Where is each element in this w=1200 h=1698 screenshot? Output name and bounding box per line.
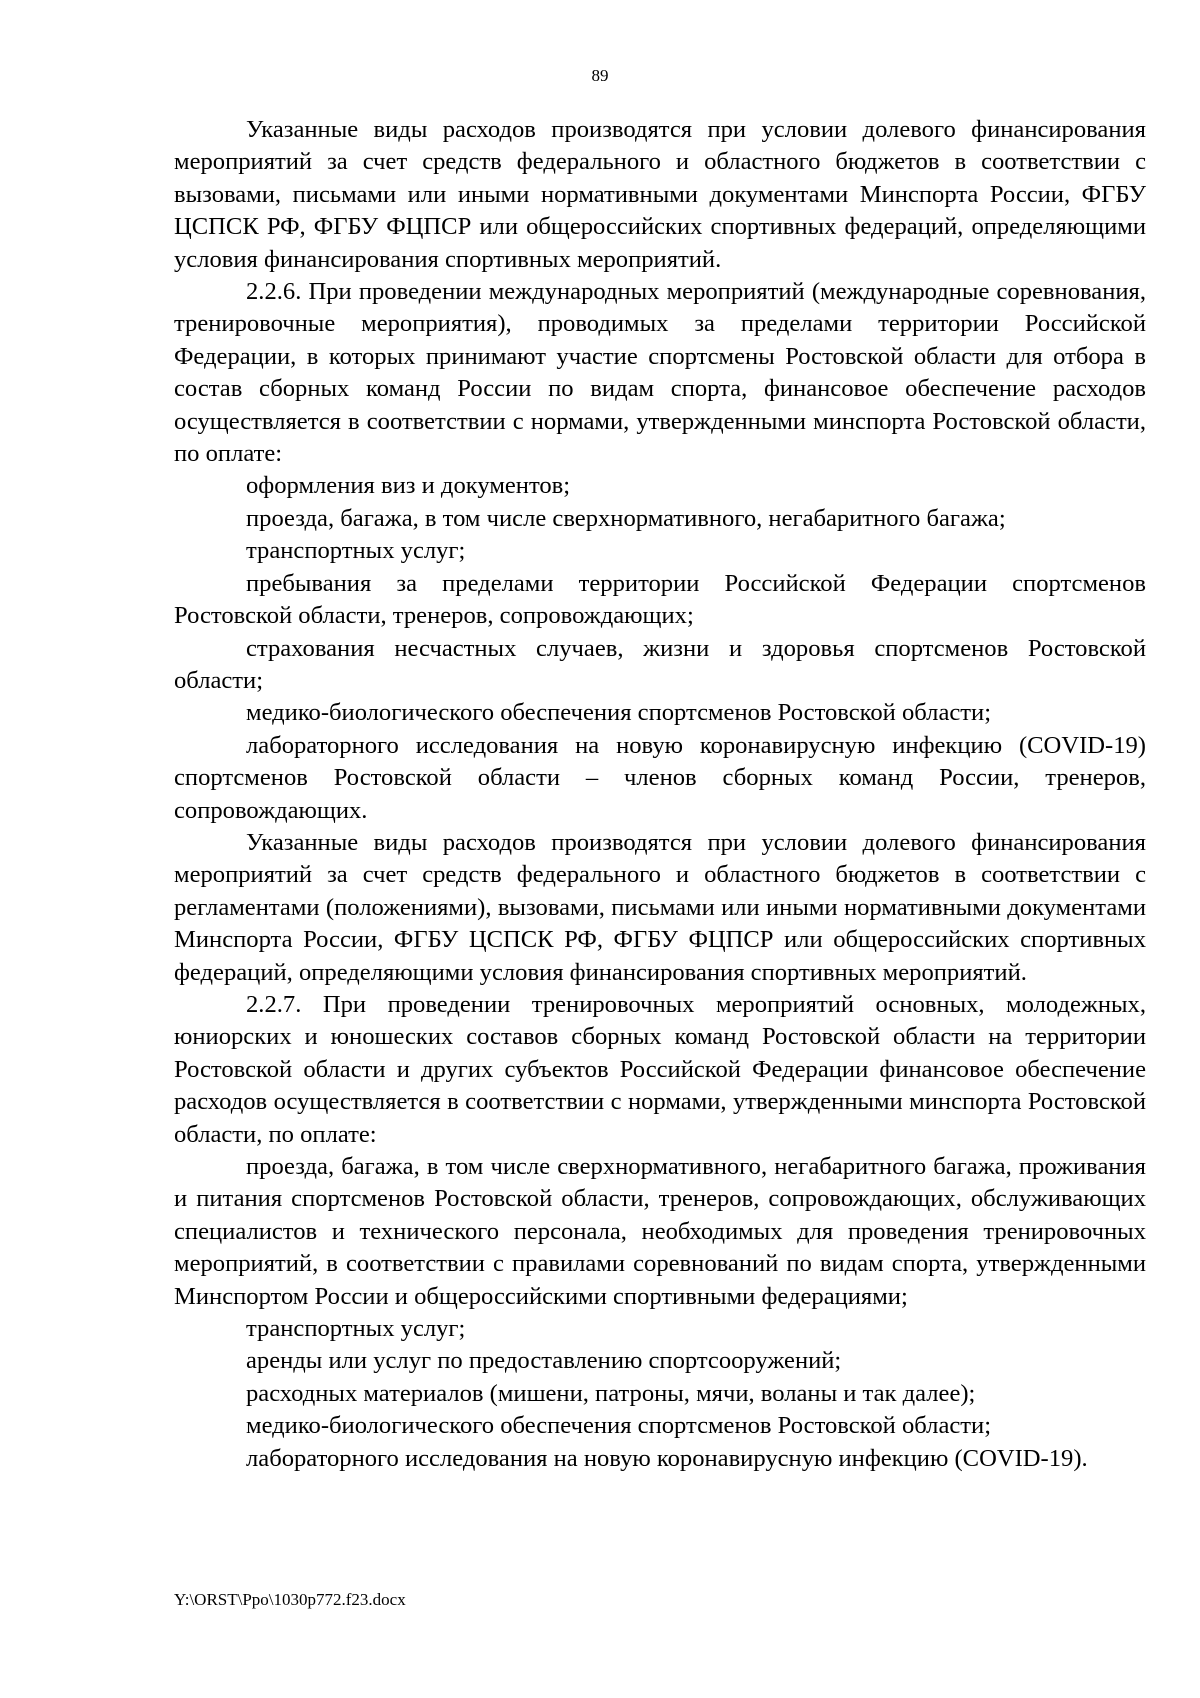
paragraph: проезда, багажа, в том числе сверхнормативного, негабаритного багажа; [246, 504, 1006, 532]
paragraph: пребывания за пределами территории Российской Федерации спортсменов Ростовской области, тренеров, сопровождающих; [174, 569, 1146, 630]
paragraph: медико-биологического обеспечения спортсменов Ростовской области; [246, 699, 992, 727]
paragraph: расходных материалов (мишени, патроны, мячи, воланы и так далее); [246, 1379, 976, 1407]
paragraph: Указанные виды расходов производятся при условии долевого финансирования мероприятий за счет средств федерального и областного бюджетов в соответствии с вызовами, письмами или иными нормативными документами Минспорта России, ФГБУ ЦСПСК РФ, ФГБУ ФЦПСР или общероссийских спортивных федераций, определяющими условия финансирования спортивных мероприятий. [174, 116, 1146, 273]
paragraph: лабораторного исследования на новую коронавирусную инфекцию (COVID-19) спортсменов Ростовской области – членов сборных команд России, тренеров, сопровождающих. [174, 731, 1146, 824]
paragraph: 2.2.7. При проведении тренировочных мероприятий основных, молодежных, юниорских и юношеских составов сборных команд Ростовской области на территории Ростовской области и других субъектов Российской Федерации финансовое обеспечение расходов осуществляется в соответствии с нормами, утвержденными минспорта Ростовской области, по оплате: [174, 990, 1146, 1148]
page-number: 89 [591, 66, 609, 85]
document-body [174, 114, 1146, 1475]
paragraph: проезда, багажа, в том числе сверхнормативного, негабаритного багажа, проживания и питания спортсменов Ростовской области, тренеров, сопровождающих, обслуживающих специалистов и технического персонала, необходимых для проведения тренировочных мероприятий, в соответствии с правилами соревнований по видам спорта, утвержденными Минспортом России и общероссийскими спортивными федерациями; [174, 1153, 1146, 1310]
paragraph: лабораторного исследования на новую коронавирусную инфекцию (COVID-19). [246, 1444, 1088, 1472]
paragraph: Указанные виды расходов производятся при условии долевого финансирования мероприятий за счет средств федерального и областного бюджетов в соответствии с регламентами (положениями), вызовами, письмами или иными нормативными документами Минспорта России, ФГБУ ЦСПСК РФ, ФГБУ ФЦПСР или общероссийских спортивных федераций, определяющими условия финансирования спортивных мероприятий. [174, 828, 1146, 986]
paragraph: оформления виз и документов; [246, 472, 571, 500]
paragraph: 2.2.6. При проведении международных мероприятий (международные соревнования, тренировочные мероприятия), проводимых за пределами территории Российской Федерации, в которых принимают участие спортсмены Ростовской области для отбора в состав сборных команд России по видам спорта, финансовое обеспечение расходов осуществляется в соответствии с нормами, утвержденными минспорта Ростовской области, по оплате: [174, 278, 1146, 468]
paragraph: аренды или услуг по предоставлению спортсооружений; [246, 1347, 842, 1375]
paragraph: страхования несчастных случаев, жизни и здоровья спортсменов Ростовской области; [174, 634, 1146, 694]
file-path-footer: Y:\ORST\Ppo\1030p772.f23.docx [174, 1590, 406, 1609]
paragraph: медико-биологического обеспечения спортсменов Ростовской области; [246, 1412, 992, 1440]
paragraph: транспортных услуг; [246, 1315, 466, 1343]
paragraph: транспортных услуг; [246, 537, 466, 565]
